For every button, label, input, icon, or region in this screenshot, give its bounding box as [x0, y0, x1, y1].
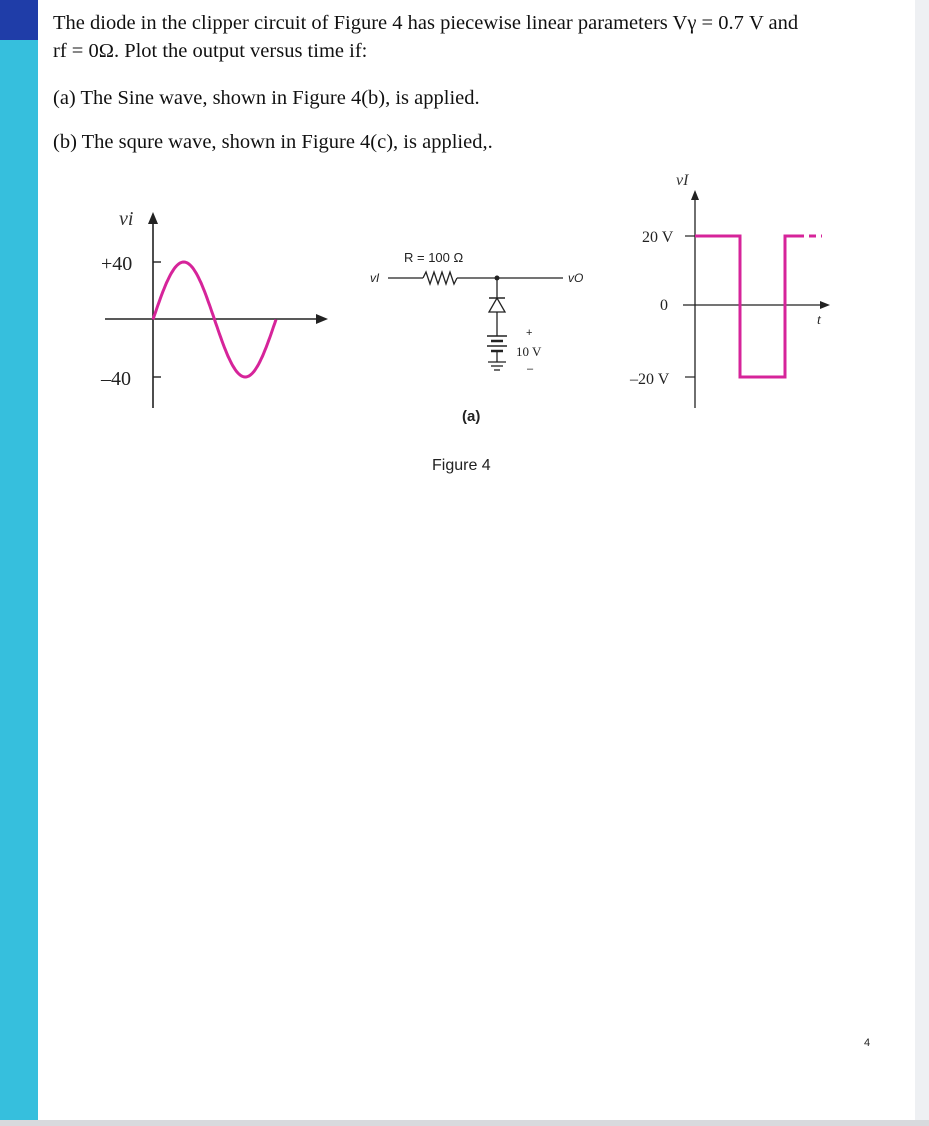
- question-part-a: (a) The Sine wave, shown in Figure 4(b), is applied.: [53, 87, 480, 109]
- square-zero-label: 0: [660, 297, 668, 314]
- circuit-sub-caption: (a): [462, 408, 481, 425]
- question-line-2: rf = 0Ω. Plot the output versus time if:: [53, 40, 368, 62]
- square-y-label: vI: [676, 172, 689, 189]
- page-number: 4: [864, 1037, 871, 1049]
- clipper-circuit: [370, 250, 583, 425]
- output-label: vO: [568, 271, 584, 285]
- bottom-page-edge: [0, 1120, 929, 1126]
- square-neg-label: –20 V: [630, 371, 670, 388]
- square-wave-plot: [629, 172, 830, 408]
- sine-wave-plot: [100, 208, 328, 408]
- resistor: [423, 272, 457, 284]
- battery-label: 10 V: [516, 344, 542, 359]
- question-line-1: The diode in the clipper circuit of Figure 4 has piecewise linear parameters Vγ = 0.7 V and: [53, 12, 799, 34]
- sine-pos-label: +40: [101, 253, 133, 275]
- square-wave-solid: [695, 236, 797, 377]
- battery-plus: +: [526, 327, 533, 339]
- sine-y-axis-arrow: [148, 212, 158, 224]
- square-y-axis-arrow: [691, 190, 699, 200]
- figure-4: [0, 0, 929, 520]
- diode-triangle: [489, 298, 505, 312]
- sine-y-label: vi: [119, 208, 134, 230]
- square-pos-label: 20 V: [642, 229, 674, 246]
- resistor-label: R = 100 Ω: [404, 250, 464, 265]
- sine-x-axis-arrow: [316, 314, 328, 324]
- input-label: vI: [370, 271, 380, 285]
- battery-minus: –: [527, 363, 534, 375]
- figure-caption: Figure 4: [432, 457, 491, 474]
- question-part-b: (b) The squre wave, shown in Figure 4(c), is applied,.: [53, 131, 493, 153]
- square-x-axis-arrow: [820, 301, 830, 309]
- sine-neg-label: –40: [101, 368, 131, 390]
- square-x-label: t: [817, 313, 821, 328]
